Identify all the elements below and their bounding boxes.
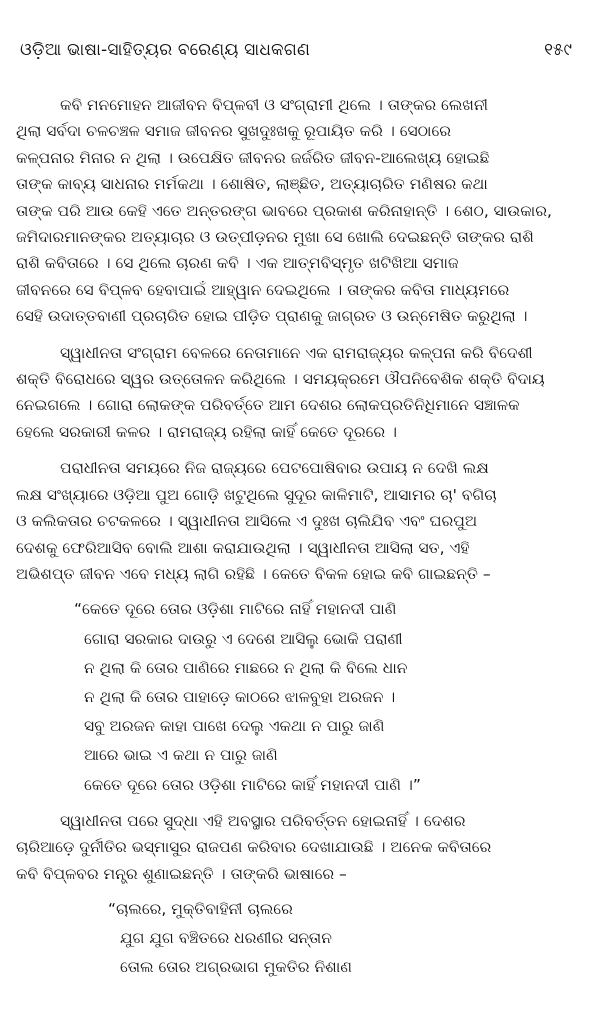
poem-line: ନ ଥିଲା କି ତୋର ପାଣିରେ ମାଛରେ ନ ଥିଲା କି ବିଲେ ଧାନ <box>84 658 408 677</box>
text-line: ରାଶି କବିତାରେ । ସେ ଥିଲେ ଚାରଣ କବି । ଏକ ଆତ୍ମବିସ୍ମୃତ ଖଟିଖିଆ ସମାଜ <box>16 254 459 273</box>
poem-line: ସବୁ ଅରଜନ କାହା ପାଖେ ଦେଲୁ ଏକଥା ନ ପାରୁ ଜାଣି <box>84 717 385 736</box>
poem-line: କେତେ ଦୂରେ ତୋର ଓଡ଼ିଶା ମାଟିରେ କାହିଁ ମହାନଦୀ ପାଣି ।” <box>84 775 421 794</box>
text-line: ଜୀବନରେ ସେ ବିପ୍ଳବ ହେବାପାଇଁ ଆହ୍ୱାନ ଦେଇଥିଲେ । ତାଙ୍କର କବିତା ମାଧ୍ୟମରେ <box>16 280 510 299</box>
text-line: ସ୍ୱାଧୀନତା ସଂଗ୍ରାମ ବେଳରେ ନେତାମାନେ ଏକ ରାମରାଜ୍ୟର କଳ୍ପନା କରି ବିଦେଶୀ <box>60 343 533 362</box>
text-line: ନେଇଗଲେ । ଗୋରା ଲୋକଙ୍କ ପରିବର୍ତ୍ତେ ଆମ ଦେଶର ଲୋକପ୍ରତିନିଧିମାନେ ସଞ୍ଚାଳକ <box>16 396 520 415</box>
text-line: ତାଙ୍କ କାବ୍ୟ ସାଧନାର ମର୍ମକଥା । ଶୋଷିତ, ଲାଞ୍ଛିତ, ଅତ୍ୟାଚାରିତ ମଣିଷର କଥା <box>16 175 488 194</box>
paragraph <box>16 92 578 330</box>
paragraph <box>16 455 578 587</box>
poem-quote <box>16 895 578 983</box>
text-line: ଅଭିଶପ୍ତ ଜୀବନ ଏବେ ମଧ୍ୟ ଲାଗି ରହିଛି । କେତେ ବିକଳ ହୋଇ କବି ଗାଇଛନ୍ତି – <box>16 564 491 583</box>
poem-line: “କେତେ ଦୂରେ ତୋର ଓଡ଼ିଶା ମାଟିରେ ନାହିଁ ମହାନଦୀ ପାଣି <box>74 600 397 619</box>
page-number: ୧୫୯ <box>544 40 572 60</box>
text-line: ସେହି ଉଦାତ୍ତବାଣୀ ପ୍ରଚାରିତ ହୋଇ ପୀଡ଼ିତ ପ୍ରାଣକୁ ଜାଗ୍ରତ ଓ ଉନ୍ମେଷିତ କରୁଥିଲା । <box>16 307 528 326</box>
text-line: ସ୍ୱାଧୀନତା ପରେ ସୁଦ୍ଧା ଏହି ଅବସ୍ଥାର ପରିବର୍ତ୍ତନ ହୋଇନାହିଁ । ଦେଶର <box>60 811 466 830</box>
book-title: ଓଡ଼ିଆ ଭାଷା-ସାହିତ୍ୟର ବରେଣ୍ୟ ସାଧକଗଣ <box>20 40 311 60</box>
text-line: କଳ୍ପନାର ମିନାର ନ ଥିଲା । ଉପେକ୍ଷିତ ଜୀବନର ଜର୍ଜରିତ ଜୀବନ-ଆଲେଖ୍ୟ ହୋଇଛି <box>16 148 490 167</box>
paragraph <box>16 340 578 446</box>
text-line: ଓ କଲିକତାର ଚଟକଳରେ । ସ୍ୱାଧୀନତା ଆସିଲେ ଏ ଦୁଃଖ ଚାଲିଯିବ ଏବଂ ଘରପୁଅ <box>16 512 478 531</box>
text-line: ତାଙ୍କ ପରି ଆଉ କେହି ଏତେ ଅନ୍ତରଙ୍ଗ ଭାବରେ ପ୍ରକାଶ କରିନାହାନ୍ତି । ଶେଠ, ସାଉକାର, <box>16 201 552 220</box>
text-line: ହେଲେ ସରକାରୀ କଳର । ରାମରାଜ୍ୟ ରହିଲା କାହିଁ କେତେ ଦୂରରେ । <box>16 422 397 441</box>
paragraph <box>16 808 578 887</box>
poem-line: ଆରେ ଭାଇ ଏ କଥା ନ ପାରୁ ଜାଣି <box>84 746 278 765</box>
poem-line: ଗୋରା ସରକାର ଦାଉରୁ ଏ ଦେଶେ ଆସିଲୁ ଭୋକି ପରାଣୀ <box>84 629 403 648</box>
text-line: ଦେଶକୁ ଫେରିଆସିବ ବୋଲି ଆଶା କରାଯାଉଥିଲା । ସ୍ୱାଧୀନତା ଆସିଲା ସତ, ଏହି <box>16 538 470 557</box>
running-header <box>16 30 578 70</box>
poem-quote <box>16 595 578 799</box>
text-line: ଜମିଦାରମାନଙ୍କର ଅତ୍ୟାଚାର ଓ ଉତ୍ପୀଡ଼ନର ମୁଖା ସେ ଖୋଲି ଦେଇଛନ୍ତି ତାଙ୍କର ରାଶି <box>16 228 534 247</box>
text-line: ପରାଧୀନତା ସମୟରେ ନିଜ ରାଜ୍ୟରେ ପେଟପୋଷିବାର ଉପାୟ ନ ଦେଖି ଲକ୍ଷ <box>60 459 489 478</box>
poem-line: “ଚାଲରେ, ମୁକ୍ତିବାହିନୀ ଚାଲରେ <box>108 899 293 918</box>
text-line: ଥିଲା ସର୍ବଦା ଚଳଚଞ୍ଚଳ ସମାଜ ଜୀବନର ସୁଖଦୁଃଖକୁ ରୂପାୟିତ କରି । ସେଠାରେ <box>16 122 451 141</box>
text-line: ଲକ୍ଷ ସଂଖ୍ୟାରେ ଓଡ଼ିଆ ପୁଅ ଗୋଡ଼ି ଖଟୁଥିଲେ ସୁଦୂର କାଳିମାଟି, ଆସାମର ଚା' ବଗିଚା <box>16 485 497 504</box>
text-line: କବି ବିପ୍ଳବର ମନ୍ତ୍ର ଶୁଣାଇଛନ୍ତି । ତାଙ୍କରି ଭାଷାରେ – <box>16 864 347 883</box>
text-line: ଶକ୍ତି ବିରୋଧରେ ସ୍ୱର ଉତ୍ତୋଳନ କରିଥିଲେ । ସମୟକ୍ରମେ ଔପନିବେଶିକ ଶକ୍ତି ବିଦାୟ <box>16 370 545 389</box>
poem-line: ଯୁଗ ଯୁଗ ବଞ୍ଚିତରେ ଧରଣୀର ସନ୍ତାନ <box>120 929 332 948</box>
poem-line: ନ ଥିଲା କି ତୋର ପାହାଡ଼େ କାଠରେ ଝାଳବୁହା ଅରଜନ । <box>84 687 396 706</box>
poem-line: ତୋଲ ତୋର ଅଗ୍ରଭାଗ ମୁକତିର ନିଶାଣ <box>120 958 352 977</box>
text-line: କବି ମନମୋହନ ଆଜୀବନ ବିପ୍ଳବୀ ଓ ସଂଗ୍ରାମୀ ଥିଲେ । ତାଙ୍କର ଲେଖନୀ <box>60 96 488 114</box>
text-line: ଚାରିଆଡ଼େ ଦୁର୍ନୀତିର ଭସ୍ମାସୁର ରାଜପଣ କରିବାର ଦେଖାଯାଉଛି । ଅନେକ କବିତାରେ <box>16 838 492 857</box>
